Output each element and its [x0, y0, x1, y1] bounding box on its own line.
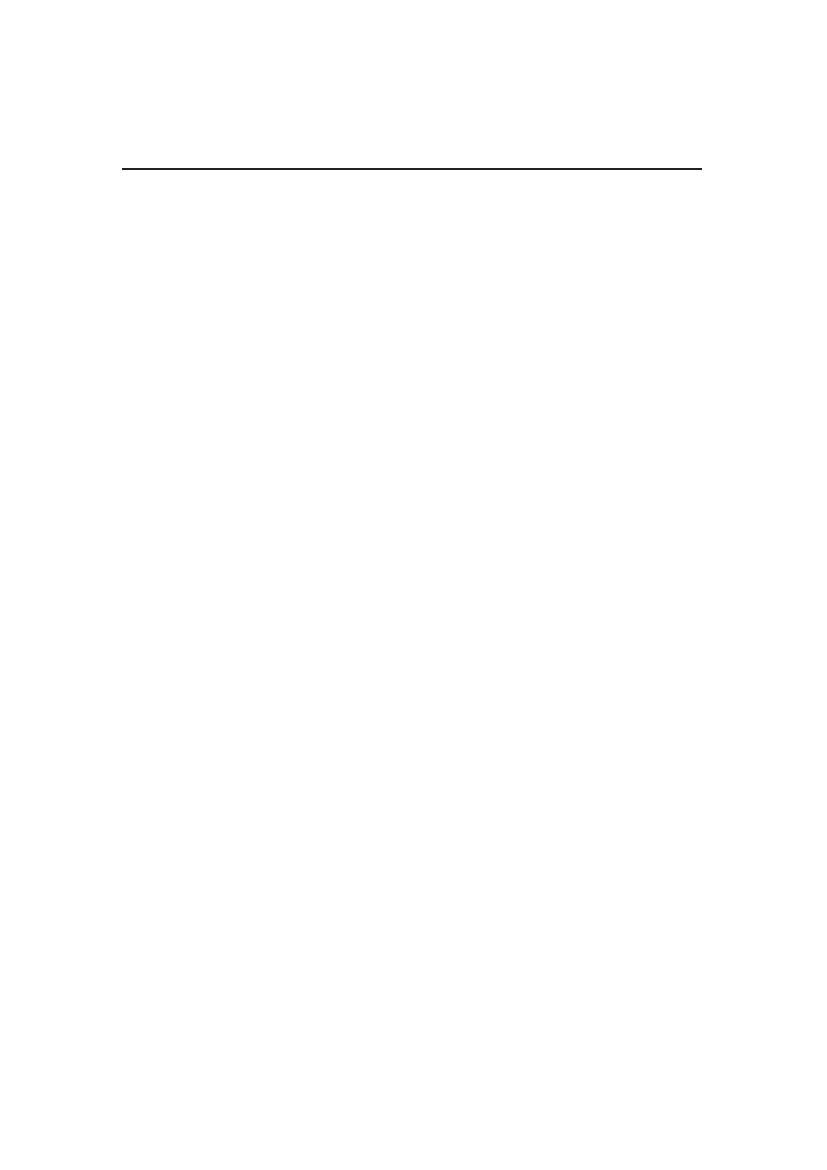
options-box: [122, 168, 702, 170]
instruction-text: [124, 146, 704, 168]
document-page: [124, 102, 704, 170]
section-title: [124, 102, 704, 124]
subsection-title: [124, 124, 704, 146]
